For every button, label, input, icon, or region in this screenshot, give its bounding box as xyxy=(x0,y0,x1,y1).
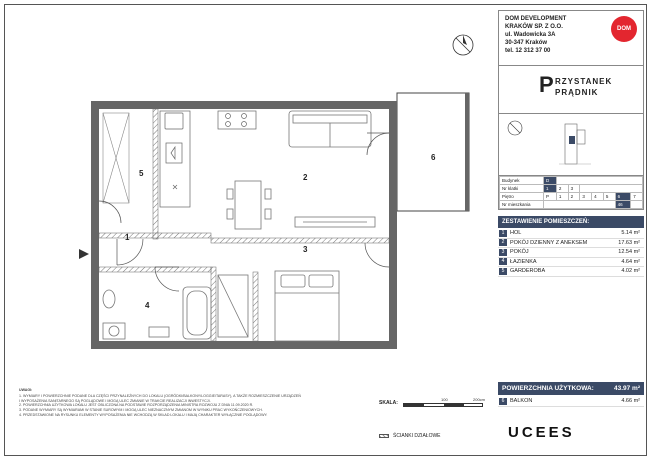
list-item: 6 BALKON 4.66 m² xyxy=(498,397,644,407)
partition-walls xyxy=(99,109,389,341)
project-name-line1: RZYSTANEK xyxy=(555,77,613,86)
rooms-list xyxy=(498,229,644,277)
notes-line: 3. PODANE WYMIARY SĄ WYMIARAMI W STANIE SUROWYM I MOGĄ ULEC NIEZNACZNYM ZMIANOM W WYNIKU PRAC WYKOŃCZENIOWYCH. xyxy=(19,408,263,413)
scale-mark-200: 200cm xyxy=(473,397,486,402)
room-label-1: 1 xyxy=(125,233,130,242)
company-city: 30-347 Kraków xyxy=(505,40,548,46)
company-info xyxy=(498,10,644,66)
dining-table xyxy=(227,181,271,229)
total-area-label: POWIERZCHNIA UŻYTKOWA: xyxy=(502,385,594,392)
scale-mark-100: 100 xyxy=(441,397,448,402)
notes-title: UWAGI: xyxy=(19,388,33,392)
room-label-3: 3 xyxy=(303,245,308,254)
total-area xyxy=(498,382,644,395)
balcony-row xyxy=(498,397,644,407)
room-label-5: 5 xyxy=(139,169,144,178)
table-row: Budynek D xyxy=(500,177,643,185)
room-label-4: 4 xyxy=(145,301,150,310)
notes-line: 2. POWIERZCHNIA UŻYTKOWA LOKALU JEST OBLICZONA NA PODSTAWIE ROZPORZĄDZENIA MINISTRA ROZWOJU Z DNIA 11.09.2020 R. xyxy=(19,403,254,408)
hatch-swatch-icon xyxy=(379,434,389,438)
notes-line: 1. WYMIARY I POWIERZCHNIE PODANE DLA CZĘŚCI PRZYNALEŻNYCH DO LOKALU (OGRÓDKI/BALKONY/LOGGIE/TARASY), A TAKŻE ROZMIESZCZENIE URZĄDZEŃ xyxy=(19,393,301,398)
sofa xyxy=(289,111,371,147)
project-name-line2: PRĄDNIK xyxy=(555,88,599,97)
unit-location-table xyxy=(498,176,644,210)
info-panel xyxy=(498,10,644,452)
table-row: Nr mieszkania 46 xyxy=(500,201,643,209)
legend xyxy=(379,433,441,439)
entrance-arrow-icon xyxy=(79,249,89,259)
project-mark: P xyxy=(539,72,554,97)
room-label-6: 6 xyxy=(431,153,436,162)
tv-bench xyxy=(295,217,375,227)
list-item: 4 ŁAZIENKA 4.64 m² xyxy=(498,258,644,268)
company-logo: DOM xyxy=(611,16,637,42)
list-item: 5 GARDEROBA 4.02 m² xyxy=(498,267,644,277)
wardrobe-shelving xyxy=(103,113,129,203)
notes-line: I WYPOSAŻENIA SANITARNEGO SĄ POGLĄDOWE I MOGĄ ULEC ZMIANIE W TRAKCIE REALIZACJI INWESTYCJI. xyxy=(19,398,211,403)
table-row: Piętro P 1 2 3 4 5 6 7 xyxy=(500,193,643,201)
legend-text: ŚCIANKI DZIAŁOWE xyxy=(393,433,441,439)
brand-logo: UCEES xyxy=(508,424,575,441)
list-item: 3 POKÓJ 12.54 m² xyxy=(498,248,644,258)
project-logo xyxy=(498,66,644,114)
company-name-2: KRAKÓW SP. Z O.O. xyxy=(505,24,563,30)
key-plan xyxy=(498,114,644,176)
list-item: 2 POKÓJ DZIENNY Z ANEKSEM 17.63 m² xyxy=(498,239,644,249)
total-area-value: 43.97 m² xyxy=(613,385,640,392)
table-row: Nr klatki 1 2 3 xyxy=(500,185,643,193)
kitchen-counter xyxy=(160,111,256,207)
floor-plan-sheet xyxy=(4,4,647,456)
company-phone: tel. 12 312 37 00 xyxy=(505,48,551,54)
rooms-title: ZESTAWIENIE POMIESZCZEŃ: xyxy=(498,216,644,228)
balcony-outline xyxy=(397,93,469,211)
floor-plan xyxy=(5,5,495,457)
outer-walls xyxy=(91,101,397,349)
scale-label: SKALA: xyxy=(379,400,398,406)
room-label-2: 2 xyxy=(303,173,308,182)
north-arrow-icon xyxy=(453,35,473,55)
key-plan-drawing xyxy=(499,114,643,174)
notes xyxy=(19,388,359,418)
company-name: DOM DEVELOPMENT xyxy=(505,16,567,22)
company-street: ul. Wadowicka 3A xyxy=(505,32,556,38)
notes-line: 4. PRZEDSTAWIONE NA RYSUNKU ELEMENTY WYPOSAŻENIA NIE WCHODZĄ W SKŁAD LOKALU I MAJĄ CHARAKTER WYŁĄCZNIE POGLĄDOWY. xyxy=(19,412,268,417)
bathroom-fixtures xyxy=(103,275,248,339)
list-item: 1 HOL 5.14 m² xyxy=(498,229,644,239)
scale-bar xyxy=(403,403,483,407)
bed xyxy=(275,271,339,341)
